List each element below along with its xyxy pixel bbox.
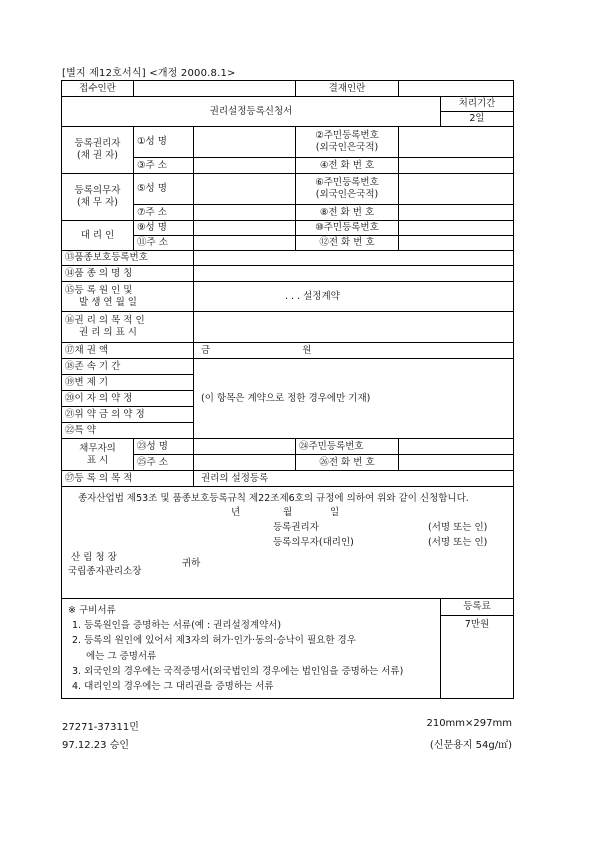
claim-amount-label: ⑰채 권 액 [62, 343, 194, 359]
date-year: 년 [231, 507, 241, 519]
obligor-sign-line [68, 537, 507, 552]
approval-label: 결재인란 [296, 81, 399, 97]
obligor-regno-label [296, 174, 399, 205]
holder-sign-note: (서명 또는 인) [428, 522, 488, 534]
variety-reg-no-label: ⑬품종보호등록번호 [62, 251, 194, 266]
required-doc-2: 2. 등록의 원인에 있어서 제3자의 허가·인가·동의·승낙이 필요한 경우 [72, 635, 356, 647]
obligor-regno-field[interactable] [399, 174, 514, 205]
holder-label-line2: (채 권 자) [77, 150, 118, 161]
debtor-display-label [62, 439, 134, 471]
duration-label: ⑱존 속 기 간 [62, 359, 194, 375]
obligor-label-line1: 등록의무자 [74, 185, 121, 197]
obligor-phone-label: ⑧전 화 번 호 [296, 205, 399, 221]
obligor-phone-field[interactable] [399, 205, 514, 221]
receipt-field[interactable] [134, 81, 296, 97]
purpose-label: ㉗등 록 의 목 적 [62, 471, 194, 487]
required-doc-1: 1. 등록원인을 증명하는 서류(예 : 권리설정계약서) [72, 620, 282, 632]
holder-regno-field[interactable] [399, 127, 514, 158]
date-day: 일 [330, 507, 340, 519]
recipient-forest-service: 산 림 청 장 [71, 552, 117, 564]
obligor-label-line2: (채 무 자) [77, 197, 118, 208]
obligor-address-field[interactable] [194, 205, 296, 221]
due-date-label: ⑲변 제 기 [62, 375, 194, 391]
agent-label: 대 리 인 [62, 221, 134, 251]
obligor-name-label: ⑤성 명 [134, 174, 194, 205]
paper-type: (신문용지 54g/㎡) [429, 740, 512, 751]
agent-name-label: ⑨성 명 [134, 221, 194, 236]
obligor-address-label: ⑦주 소 [134, 205, 194, 221]
registration-form-table [61, 80, 514, 699]
right-object-label-line2: 권 리 의 표 시 [79, 327, 137, 338]
holder-label-line1: 등록권리자 [74, 138, 121, 150]
agent-phone-label: ⑫전 화 번 호 [296, 236, 399, 251]
holder-phone-label: ④전 화 번 호 [296, 158, 399, 174]
holder-phone-field[interactable] [399, 158, 514, 174]
form-footer [62, 718, 512, 754]
honorific: 귀하 [182, 558, 201, 570]
processing-period-label: 처리기간 [441, 97, 514, 112]
obligor-regno-text: ⑥주민등록번호 [315, 177, 379, 189]
declaration-statement: 종자산업법 제53조 및 품종보호등록규칙 제22조제6호의 규정에 의하여 위와 같이 신청합니다. [78, 493, 469, 504]
debtor-display-label-line2: 표 시 [86, 454, 109, 466]
cause-date-field[interactable] [194, 282, 514, 312]
cause-date-value: . . . 설정계약 [285, 290, 340, 302]
holder-regno-text: ②주민등록번호 [315, 130, 379, 142]
recipient-line1 [68, 552, 507, 566]
cause-date-label-line1: ⑮등 록 원 인 및 [65, 284, 133, 296]
cause-date-label-line2: 발 생 연 월 일 [79, 296, 137, 308]
agent-name-field[interactable] [194, 221, 296, 236]
debtor-name-field[interactable] [194, 439, 296, 455]
debtor-regno-field[interactable] [399, 439, 514, 455]
cause-date-label [62, 282, 194, 312]
obligor-sign-note: (서명 또는 인) [428, 537, 488, 549]
claim-amount-field[interactable] [194, 343, 514, 359]
fee-value: 7만원 [441, 615, 514, 698]
claim-amount-unit: 원 [302, 344, 312, 356]
purpose-value: 권리의 설정등록 [201, 472, 269, 484]
holder-address-label: ③주 소 [134, 158, 194, 174]
conditional-items-field[interactable] [194, 359, 514, 439]
holder-sign-line [68, 522, 507, 537]
debtor-regno-label: ㉔주민등록번호 [296, 439, 399, 455]
agent-regno-label: ⑩주민등록번호 [296, 221, 399, 236]
recipient-seed-office: 국립종자관리소장 [68, 566, 142, 578]
fee-label: 등록료 [441, 599, 514, 616]
required-doc-2-cont: 에는 그 증명서류 [86, 650, 157, 662]
right-object-label-line1: ⑯권 리 의 목 적 인 [65, 315, 145, 327]
agent-address-label: ⑪주 소 [134, 236, 194, 251]
date-month: 월 [283, 507, 293, 519]
declaration-section [62, 487, 514, 599]
debtor-phone-field[interactable] [399, 455, 514, 471]
form-number: [별지 제12호서식] <개정 2000.8.1> [62, 68, 236, 79]
penalty-label: ㉑위 약 금 의 약 정 [62, 407, 194, 423]
date-line [68, 507, 507, 522]
obligor-label [62, 174, 134, 221]
variety-name-field[interactable] [194, 266, 514, 282]
variety-reg-no-field[interactable] [194, 251, 514, 266]
approval-date: 97.12.23 승인 [62, 740, 130, 751]
holder-label [62, 127, 134, 174]
variety-name-label: ⑭품 종 의 명 칭 [62, 266, 194, 282]
debtor-name-label: ㉓성 명 [134, 439, 194, 455]
agent-address-field[interactable] [194, 236, 296, 251]
required-doc-4: 4. 대리인의 경우에는 그 대리권을 증명하는 서류 [72, 680, 274, 692]
approval-field[interactable] [399, 81, 514, 97]
debtor-phone-label: ㉖전 화 번 호 [296, 455, 399, 471]
holder-name-field[interactable] [194, 127, 296, 158]
required-docs-title: ※ 구비서류 [68, 605, 116, 616]
footer-row-1 [62, 718, 512, 736]
obligor-sign-label: 등록의무자(대리인) [273, 537, 354, 549]
conditional-note: (이 항목은 계약으로 정한 경우에만 기재) [201, 392, 371, 404]
special-terms-label: ㉒특 약 [62, 423, 194, 439]
holder-regno-sub: (외국인은국적) [315, 142, 379, 153]
debtor-address-label: ㉕주 소 [134, 455, 194, 471]
debtor-display-label-line1: 채무자의 [79, 442, 116, 454]
right-object-label [62, 312, 194, 343]
agent-regno-field[interactable] [399, 221, 514, 236]
paper-size: 210mm×297mm [426, 718, 512, 729]
claim-amount-prefix: 금 [201, 344, 211, 356]
agent-phone-field[interactable] [399, 236, 514, 251]
holder-sign-label: 등록권리자 [273, 522, 319, 534]
interest-label: ⑳이 자 의 약 정 [62, 391, 194, 407]
form-code: 27271-37311민 [62, 722, 139, 733]
footer-row-2 [62, 736, 512, 754]
required-docs-section [62, 599, 441, 699]
obligor-regno-sub: (외국인은국적) [315, 189, 379, 200]
obligor-name-field[interactable] [194, 174, 296, 205]
processing-period-value: 2일 [441, 112, 514, 127]
required-doc-3: 3. 외국인의 경우에는 국적증명서(외국법인의 경우에는 법인임을 증명하는 서류) [72, 665, 404, 677]
holder-regno-label [296, 127, 399, 158]
debtor-address-field[interactable] [194, 455, 296, 471]
holder-name-label: ①성 명 [134, 127, 194, 158]
holder-address-field[interactable] [194, 158, 296, 174]
receipt-label: 접수인란 [62, 81, 134, 97]
purpose-field[interactable] [194, 471, 514, 487]
form-title: 권리설정등록신청서 [62, 97, 441, 127]
right-object-field[interactable] [194, 312, 514, 343]
